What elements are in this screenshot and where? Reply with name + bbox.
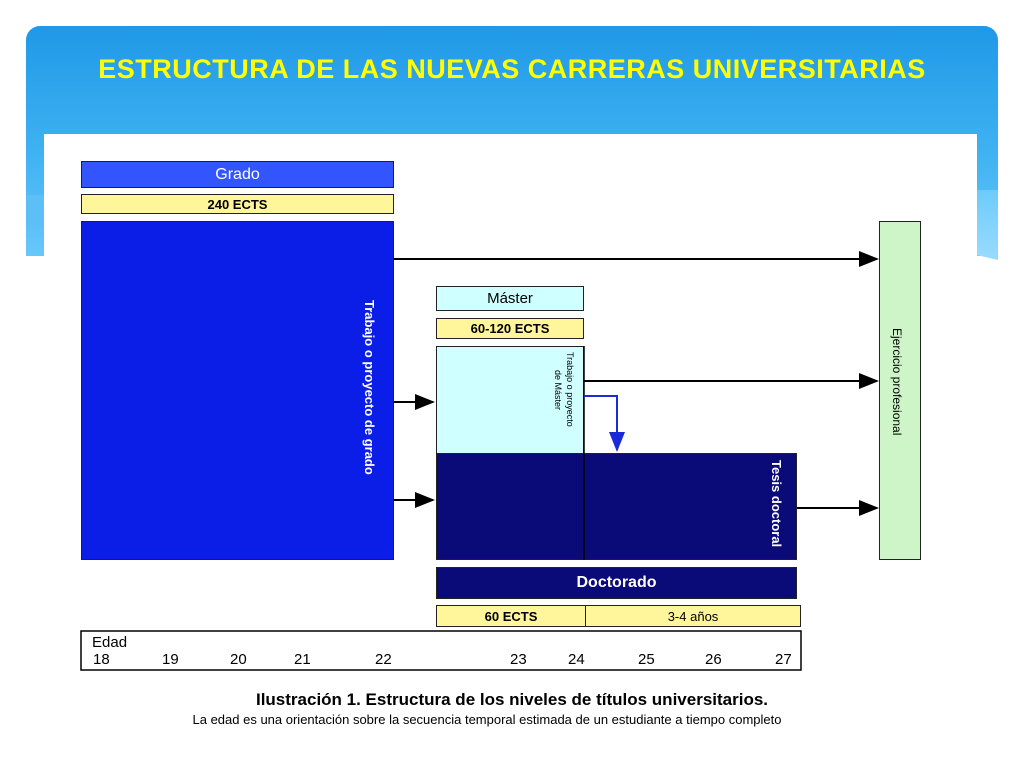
grado-ects: 240 ECTS	[207, 196, 268, 212]
master-ects: 60-120 ECTS	[470, 321, 550, 336]
tesis-doctoral-label: Tesis doctoral	[769, 460, 784, 548]
slide-title: ESTRUCTURA DE LAS NUEVAS CARRERAS UNIVERSITARIAS	[98, 54, 926, 84]
ejercicio-label: Ejercicio profesional	[890, 328, 904, 436]
age-22: 22	[375, 651, 392, 668]
age-25: 25	[638, 651, 655, 668]
master-project-label-line1: Trabajo o proyecto	[565, 352, 575, 427]
master-project-label-line2: de Máster	[553, 370, 563, 411]
caption-title: Ilustración 1. Estructura de los niveles de títulos universitarios.	[255, 690, 769, 709]
age-19: 19	[162, 651, 179, 668]
age-27: 27	[775, 651, 792, 668]
doctorado-years: 3-4 años	[667, 608, 719, 624]
edad-label: Edad	[92, 634, 128, 651]
age-axis-box	[81, 631, 801, 670]
age-26: 26	[705, 651, 722, 668]
age-21: 21	[294, 651, 311, 668]
master-label: Máster	[487, 290, 533, 307]
grado-label: Grado	[215, 165, 260, 183]
age-18: 18	[93, 651, 110, 668]
doctorado-ects: 60 ECTS	[484, 608, 538, 624]
age-24: 24	[568, 651, 585, 668]
doctorado-label: Doctorado	[576, 574, 657, 591]
age-23: 23	[510, 651, 527, 668]
caption-subtitle: La edad es una orientación sobre la secuencia temporal estimada de un estudiante a tiempo completo	[192, 712, 782, 727]
arrow-master-to-doctorado	[584, 396, 617, 450]
grado-project-label: Trabajo o proyecto de grado	[362, 300, 377, 475]
age-20: 20	[230, 651, 247, 668]
